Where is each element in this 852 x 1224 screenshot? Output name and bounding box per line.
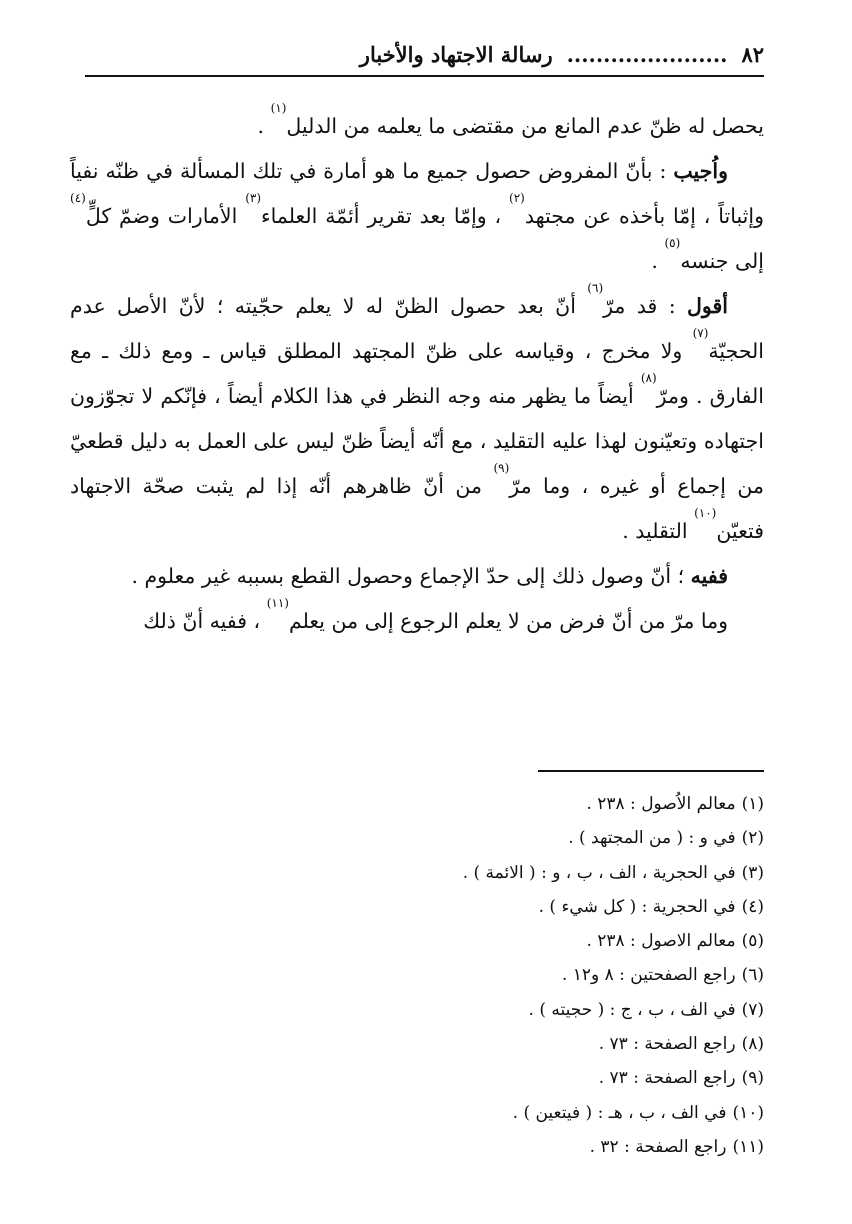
footnote-ref-7: (٧) <box>692 326 709 340</box>
running-header <box>85 34 764 74</box>
paragraph-2-text-b: ، وإمّا بعد تقرير أئمّة العلماء <box>261 204 502 228</box>
footnote-number: (٦) <box>741 965 764 986</box>
paragraph-5-text-a: وما مرّ من أنّ فرض من لا يعلم الرجوع إلى من يعلم <box>288 609 728 633</box>
paragraph-5 <box>70 596 764 644</box>
paragraph-2-text-a: : بأنّ المفروض حصول جميع ما هو أمارة في تلك المسألة في ظنّه نفياً وإثباتاً ، إمّا بأخذه عن مجتهد <box>70 159 764 228</box>
paragraph-3-text-c: ولا مخرج ، وقياسه على ظنّ المجتهد المطلق قياس ـ ومع ذلك ـ مع الفارق . ومرّ <box>70 339 764 408</box>
paragraph-3-text-d: أيضاً ما يظهر منه وجه النظر في هذا الكلام أيضاً ، فإنّكم لا تجوّزون اجتهاده وتعيّنون لهذا عليه التقليد ، مع أنّه أيضاً ظنّ ليس على العمل به دليل قطعيّ من إجماع أو غيره ، وما مرّ <box>70 384 764 498</box>
footnote-ref-3: (٣) <box>245 191 262 205</box>
footnote-separator <box>538 770 764 772</box>
paragraph-5-text-b: ، ففيه أنّ ذلك <box>143 609 261 633</box>
footnote-ref-6: (٦) <box>587 281 604 295</box>
footnote-item <box>300 856 764 890</box>
footnote-text: راجع الصفحة : ٧٣ . <box>598 1034 736 1055</box>
footnote-text: معالم الاصول : ٢٣٨ . <box>586 931 736 952</box>
footnotes-list <box>300 787 764 1164</box>
footnote-number: (٥) <box>741 931 764 952</box>
paragraph-4-lead: ففيه <box>690 564 728 588</box>
footnote-text: راجع الصفحة : ٧٣ . <box>598 1068 736 1089</box>
footnote-item <box>300 993 764 1027</box>
footnote-item <box>300 1096 764 1130</box>
footnote-ref-1: (١) <box>270 101 287 115</box>
footnote-item <box>300 1027 764 1061</box>
footnote-text: في الحجرية : ( كل شيء ) . <box>538 896 736 917</box>
paragraph-2-lead: واُجيب <box>673 159 728 183</box>
paragraph-1-end: . <box>257 114 265 138</box>
footnote-text: راجع الصفحتين : ٨ و١٢ . <box>561 965 736 986</box>
header-rule <box>85 75 764 77</box>
footnote-item <box>300 890 764 924</box>
footnote-ref-5: (٥) <box>664 236 681 250</box>
footnote-number: (٨) <box>741 1034 764 1055</box>
paragraph-3-text-a: : قد مرّ <box>603 294 676 318</box>
paragraph-3-lead: أقول <box>687 294 728 318</box>
footnote-ref-8: (٨) <box>640 371 657 385</box>
paragraph-2-text-c: الأمارات وضمّ كلٍّ <box>85 204 238 228</box>
footnote-number: (٧) <box>741 999 764 1020</box>
header-leader-dots: ...................... <box>566 41 728 67</box>
footnote-text: في و : ( من المجتهد ) . <box>568 828 736 849</box>
footnote-text: في الحجرية ، الف ، ب ، و : ( الائمة ) . <box>462 862 736 883</box>
footnote-item <box>300 924 764 958</box>
page-number: ٨٢ <box>741 41 764 67</box>
footnote-item <box>300 958 764 992</box>
footnote-number: (٣) <box>741 862 764 883</box>
footnote-item <box>300 787 764 821</box>
paragraph-1-text: يحصل له ظنّ عدم المانع من مقتضى ما يعلمه من الدليل <box>286 114 764 138</box>
paragraph-3-text-f: التقليد . <box>622 519 688 543</box>
footnote-number: (٩) <box>741 1068 764 1089</box>
paragraph-4 <box>70 554 764 599</box>
header-title: رسالة الاجتهاد والأخبار <box>359 41 553 67</box>
paragraph-1 <box>70 101 764 149</box>
paragraph-2-text-e: . <box>651 249 658 273</box>
footnote-item <box>300 1130 764 1164</box>
footnote-ref-9: (٩) <box>493 461 510 475</box>
footnote-number: (١١) <box>732 1136 764 1157</box>
paragraph-2-text-d: إلى جنسه <box>680 249 764 273</box>
footnote-item <box>300 1061 764 1095</box>
paragraph-3 <box>70 281 764 554</box>
footnote-text: في الف ، ب ، ج : ( حجيته ) . <box>528 999 736 1020</box>
footnote-number: (١) <box>741 794 764 814</box>
footnote-ref-11: (١١) <box>266 596 289 610</box>
footnote-item <box>300 821 764 855</box>
footnote-text: راجع الصفحة : ٣٢ . <box>589 1136 727 1157</box>
footnote-number: (٢) <box>741 828 764 849</box>
footnote-ref-2: (٢) <box>509 191 525 205</box>
footnote-ref-10: (١٠) <box>694 506 717 520</box>
paragraph-3-text-b: أنّ بعد حصول الظنّ له لا يعلم حجّيته ؛ لأنّ الأصل عدم الحجيّة <box>70 294 764 363</box>
paragraph-2 <box>70 149 764 284</box>
footnote-ref-4: (٤) <box>70 191 86 205</box>
footnote-text: معالم الاُصول : ٢٣٨ . <box>586 794 736 814</box>
main-text <box>70 101 764 644</box>
footnote-number: (١٠) <box>732 1102 764 1123</box>
footnote-number: (٤) <box>741 896 764 917</box>
paragraph-3-text-e: من أنّ ظاهرهم أنّه إذا لم يثبت صحّة الاجتهاد فتعيّن <box>70 474 764 543</box>
paragraph-4-text: ؛ أنّ وصول ذلك إلى حدّ الإجماع وحصول القطع بسببه غير معلوم . <box>131 564 685 588</box>
footnote-text: في الف ، ب ، هـ : ( فيتعين ) . <box>512 1102 727 1123</box>
